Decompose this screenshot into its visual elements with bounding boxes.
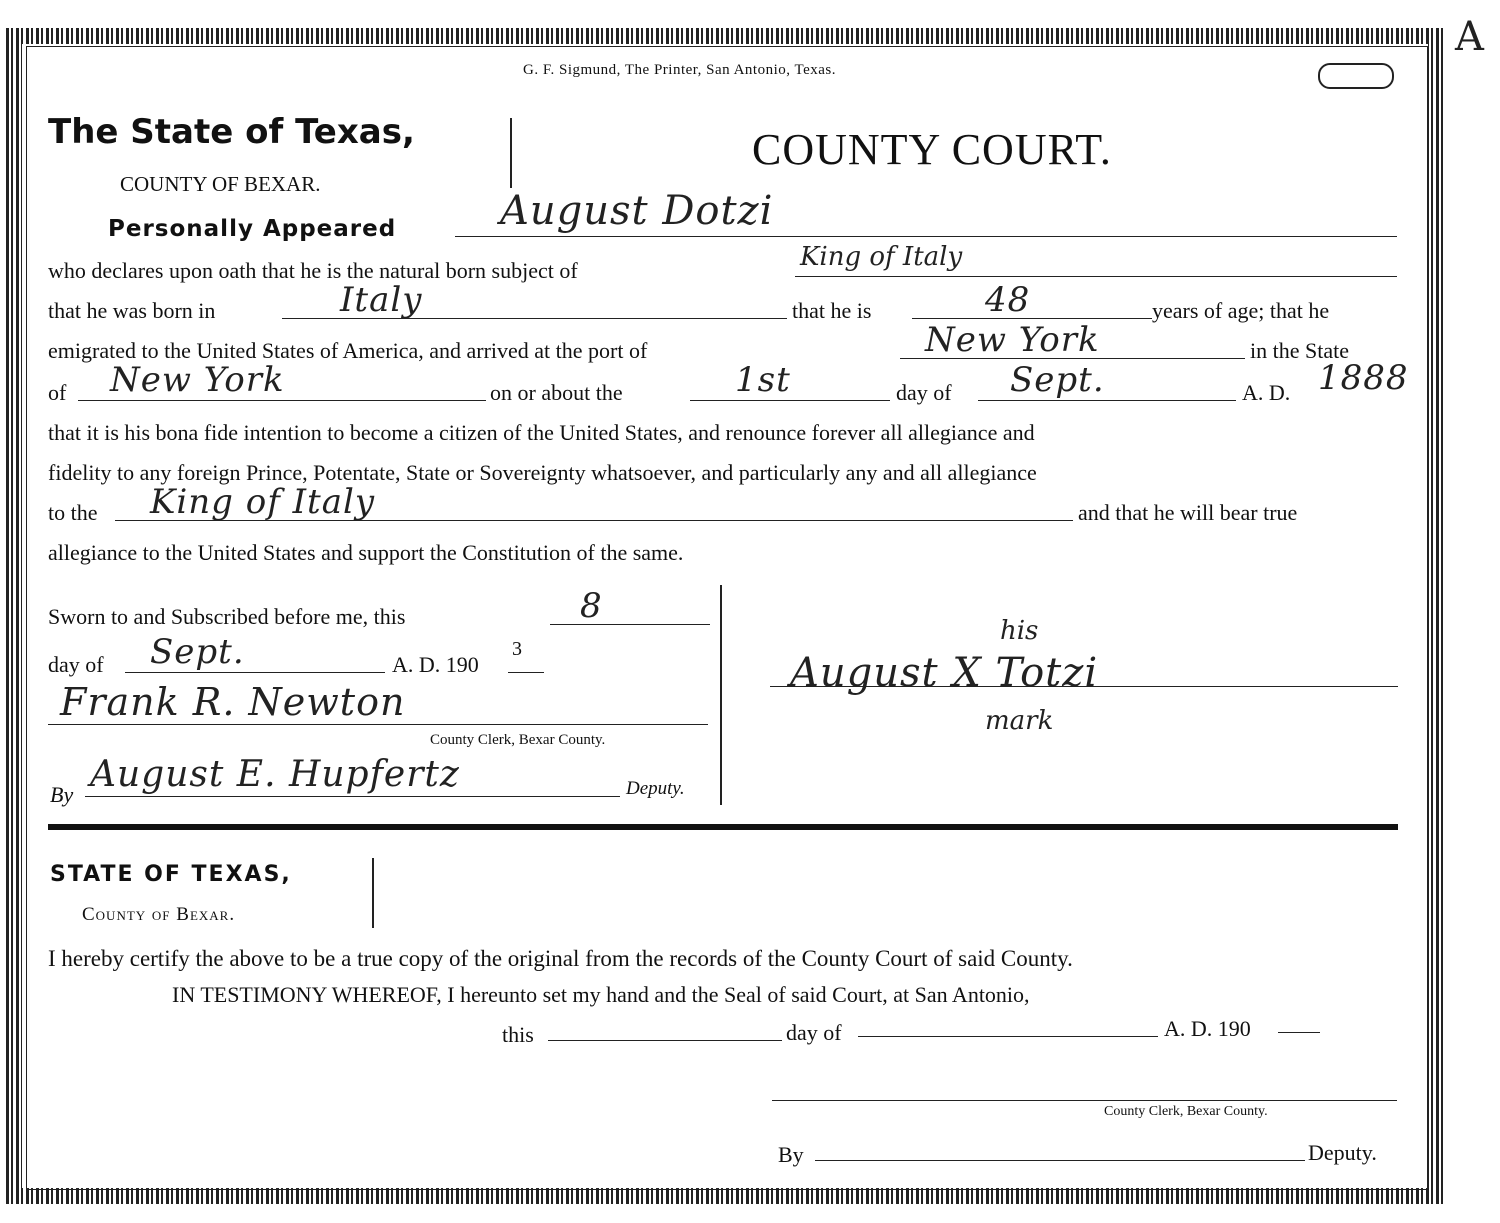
cert-state-title: STATE OF TEXAS, bbox=[50, 862, 292, 887]
years-of-age-label: years of age; that he bbox=[1152, 298, 1330, 323]
his-word: his bbox=[1000, 616, 1039, 646]
sworn-month-line bbox=[125, 672, 385, 673]
declaration-line-6: fidelity to any foreign Prince, Potentate, State or Sovereignty whatsoever, and particularly any and all allegiance bbox=[48, 460, 1037, 485]
port-value: New York bbox=[925, 320, 1100, 360]
sworn-day: 8 bbox=[580, 586, 603, 626]
by-label: By bbox=[50, 782, 74, 807]
clerk-signature-line bbox=[48, 724, 708, 725]
day-line bbox=[690, 400, 890, 401]
arrival-month: Sept. bbox=[1010, 360, 1105, 400]
declaration-line-5: that it is his bona fide intention to become a citizen of the United States, and renounce forever all allegiance and bbox=[48, 420, 1035, 445]
state-value: New York bbox=[110, 360, 285, 400]
ad-label: A. D. bbox=[1242, 380, 1291, 405]
cert-day-of-label: day of bbox=[786, 1020, 842, 1045]
cert-by-label: By bbox=[778, 1142, 804, 1167]
cert-day-line bbox=[548, 1040, 782, 1041]
name-line bbox=[455, 236, 1397, 237]
cert-clerk-line bbox=[772, 1100, 1397, 1101]
day-of-label: day of bbox=[896, 380, 952, 405]
printer-line: G. F. Sigmund, The Printer, San Antonio, Texas. bbox=[523, 62, 837, 78]
subject-of-value: King of Italy bbox=[800, 242, 963, 272]
cert-ad-label: A. D. 190 bbox=[1164, 1016, 1251, 1041]
sworn-day-line bbox=[550, 624, 710, 625]
sworn-year-line bbox=[508, 672, 544, 673]
arrival-day: 1st bbox=[735, 360, 791, 400]
age-line bbox=[912, 318, 1152, 319]
declaration-line-1: who declares upon oath that he is the natural born subject of bbox=[48, 258, 578, 283]
cert-clerk-caption: County Clerk, Bexar County. bbox=[1104, 1104, 1268, 1119]
cert-this-label: this bbox=[502, 1022, 534, 1047]
county-court-title: COUNTY COURT. bbox=[752, 125, 1112, 174]
declaration-line-8: allegiance to the United States and support the Constitution of the same. bbox=[48, 540, 684, 565]
cert-month-line bbox=[858, 1036, 1158, 1037]
deputy-signature: August E. Hupfertz bbox=[90, 754, 460, 795]
sworn-month: Sept. bbox=[150, 632, 245, 672]
mark-word: mark bbox=[985, 706, 1054, 736]
renounce-value: King of Italy bbox=[150, 482, 376, 522]
corner-mark: A bbox=[1455, 14, 1485, 60]
clerk-caption: County Clerk, Bexar County. bbox=[430, 732, 606, 748]
to-the-label: to the bbox=[48, 500, 98, 525]
county-name: COUNTY OF BEXAR. bbox=[120, 172, 321, 196]
state-line bbox=[78, 400, 486, 401]
sworn-year-suffix: 3 bbox=[512, 638, 522, 660]
born-in-value: Italy bbox=[340, 280, 423, 320]
signer-line bbox=[770, 686, 1398, 687]
union-label-seal bbox=[1318, 63, 1394, 89]
cert-county: County of Bexar. bbox=[82, 904, 236, 925]
section-divider bbox=[48, 824, 1398, 830]
sworn-brace bbox=[720, 585, 722, 805]
arrival-year: 1888 bbox=[1318, 358, 1409, 398]
emigrated-label: emigrated to the United States of America, and arrived at the port of bbox=[48, 338, 648, 363]
sworn-label: Sworn to and Subscribed before me, this bbox=[48, 604, 406, 629]
applicant-name: August Dotzi bbox=[500, 188, 774, 234]
in-the-state-label: in the State bbox=[1250, 338, 1349, 363]
age-value: 48 bbox=[985, 280, 1031, 320]
month-line bbox=[978, 400, 1236, 401]
cert-year-line bbox=[1278, 1032, 1320, 1033]
deputy-line bbox=[85, 796, 620, 797]
bear-true-label: and that he will bear true bbox=[1078, 500, 1298, 525]
cert-brace bbox=[372, 858, 374, 928]
sworn-ad-label: A. D. 190 bbox=[392, 652, 479, 677]
clerk-signature: Frank R. Newton bbox=[60, 680, 406, 724]
age-label: that he is bbox=[792, 298, 872, 323]
cert-line-2: IN TESTIMONY WHEREOF, I hereunto set my hand and the Seal of said Court, at San Antonio, bbox=[172, 982, 1030, 1007]
born-in-label: that he was born in bbox=[48, 298, 216, 323]
cert-deputy-label: Deputy. bbox=[1308, 1140, 1377, 1165]
state-title: The State of Texas, bbox=[48, 112, 415, 152]
cert-line-1: I hereby certify the above to be a true copy of the original from the records of the County Court of said County. bbox=[48, 946, 1073, 971]
signer-name: August X Totzi bbox=[790, 650, 1099, 696]
cert-deputy-line bbox=[815, 1160, 1305, 1161]
sworn-day-of-label: day of bbox=[48, 652, 104, 677]
on-or-about-label: on or about the bbox=[490, 380, 623, 405]
deputy-label: Deputy. bbox=[626, 778, 685, 799]
of-label: of bbox=[48, 380, 67, 405]
personally-appeared-label: Personally Appeared bbox=[108, 216, 397, 242]
subject-line bbox=[795, 276, 1397, 277]
header-brace bbox=[510, 118, 512, 188]
